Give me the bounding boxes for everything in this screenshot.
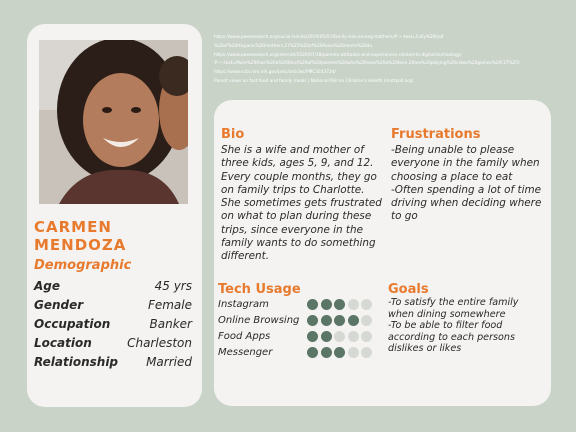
rating-dot-empty <box>361 331 372 342</box>
demographic-row-location <box>34 336 192 354</box>
persona-photo <box>39 40 188 204</box>
goal-item: -To be able to filter food according to each persons dislikes or likes <box>388 320 515 354</box>
demographic-value: 45 yrs <box>154 279 192 293</box>
rating-dot-filled <box>307 331 318 342</box>
rating-dot-empty <box>348 299 359 310</box>
reference-link[interactable]: https://www.pewresearch.org/internet/2020/07/28/parents-attitudes-and-experiences-related-to-digital-technology/ <box>214 52 462 58</box>
reference-link[interactable]: #:~:text=More%20than%20a%20third%20of%20parents%20who%20have%20a%20teen,20are%20playing%20video%20games%20(37%25). <box>214 61 522 67</box>
rating-dot-empty <box>361 347 372 358</box>
tech-usage-title: Tech Usage <box>218 282 301 297</box>
tech-label: Online Browsing <box>218 315 300 326</box>
rating-dot-filled <box>334 299 345 310</box>
demographic-label: Gender <box>34 298 84 312</box>
rating-dot-filled <box>348 315 359 326</box>
frustration-item: -Often spending a lot of time driving when deciding where to go <box>391 183 542 223</box>
frustration-item: -Being unable to please everyone in the family when choosing a place to eat <box>391 144 540 183</box>
reference-link[interactable]: https://www.pewresearch.org/social-trends/2019/05/07/family-size-among-mothers/#:~:text=Fully%20half <box>214 35 444 40</box>
goals-title: Goals <box>388 282 429 297</box>
rating-dot-filled <box>334 315 345 326</box>
tech-row-messenger <box>218 346 378 360</box>
rating-dot-filled <box>321 331 332 342</box>
reference-link[interactable]: %20of%20Hispanic%20mothers,27%25%20of%20Asian%20moms%20do. <box>214 43 374 49</box>
reference-link[interactable]: Parent views on fast food and family meals | National Poll on Children's Health (mottpoll.org) <box>214 78 414 84</box>
demographic-value: Female <box>147 298 192 312</box>
rating-dot-filled <box>307 299 318 310</box>
rating-dot-empty <box>361 315 372 326</box>
reference-link[interactable]: https://www.ncbi.nlm.nih.gov/pmc/articles/PMC3243724/ <box>214 70 336 76</box>
rating-dot-filled <box>334 347 345 358</box>
rating-dot-empty <box>348 347 359 358</box>
rating-dot-empty <box>334 331 345 342</box>
rating-dot-filled <box>321 347 332 358</box>
goal-item: -To satisfy the entire family when dining somewhere <box>388 297 519 320</box>
demographic-value: Married <box>146 355 192 369</box>
demographic-label: Location <box>34 336 92 350</box>
demographic-label: Occupation <box>34 317 111 331</box>
demographic-value: Charleston <box>127 336 192 350</box>
demographic-row-age <box>34 279 192 297</box>
rating-dot-filled <box>307 315 318 326</box>
tech-row-food-apps <box>218 330 378 344</box>
rating-dot-filled <box>307 347 318 358</box>
rating-dot-empty <box>361 299 372 310</box>
tech-label: Instagram <box>218 299 269 310</box>
demographic-row-gender <box>34 298 192 316</box>
demographic-title: Demographic <box>34 258 132 273</box>
persona-name: CARMEN MENDOZA <box>34 218 127 254</box>
goals-list <box>388 297 538 355</box>
rating-dot-filled <box>321 315 332 326</box>
bio-title: Bio <box>221 127 245 142</box>
demographic-row-occupation <box>34 317 192 335</box>
tech-label: Food Apps <box>218 331 271 342</box>
tech-row-online-browsing <box>218 314 378 328</box>
rating-dot-empty <box>348 331 359 342</box>
tech-label: Messenger <box>218 347 273 358</box>
demographic-row-relationship <box>34 355 192 373</box>
demographic-label: Age <box>34 279 61 293</box>
frustrations-list <box>391 144 543 224</box>
bio-text: She is a wife and mother of three kids, ages 5, 9, and 12. Every couple months, they go on family trips to Charlotte. She sometimes gets frustrated on what to plan during these trips, since everyone in the family wants to do something different. <box>221 144 382 263</box>
references-list <box>214 34 564 87</box>
demographic-value: Banker <box>149 317 192 331</box>
demographic-label: Relationship <box>34 355 119 369</box>
tech-row-instagram <box>218 298 378 312</box>
rating-dot-filled <box>321 299 332 310</box>
frustrations-title: Frustrations <box>391 127 481 142</box>
